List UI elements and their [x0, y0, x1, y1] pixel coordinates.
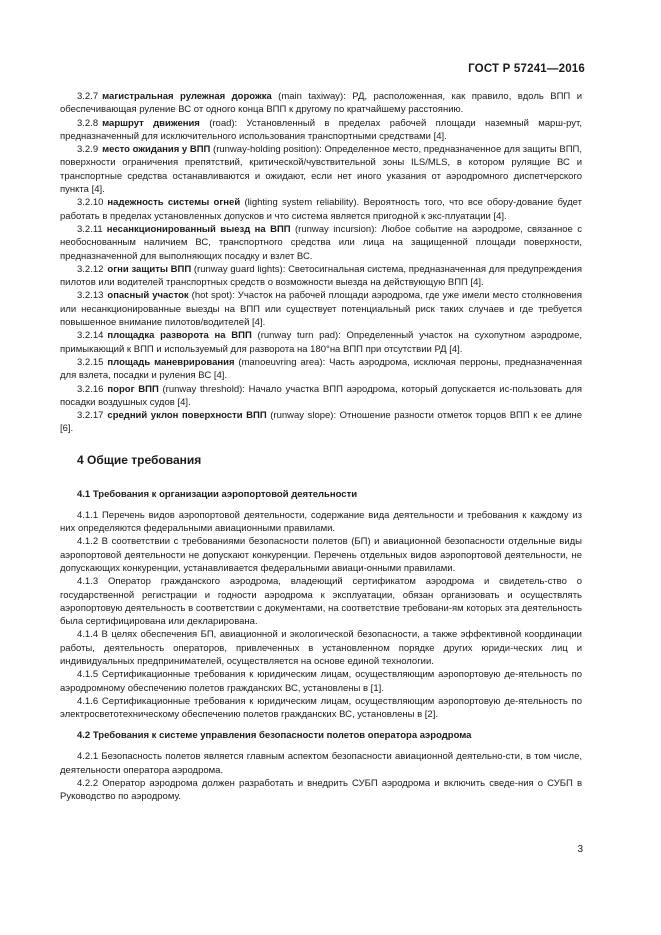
section-heading: 4 Общие требования — [77, 452, 202, 467]
paragraph-4-1-2: 4.1.2 В соответствии с требованиями безопасности полетов (БП) и авиационной безопасности отдельные виды аэропортовой деятельности не допускают конкуренции. Перечень отдельных видов аэропортовой деятельности, не допускающих конкуренции, устанавливается федеральными авиаци-онными правилами. — [60, 536, 582, 574]
subsection-4-1-heading: 4.1 Требования к организации аэропортовой деятельности — [77, 488, 358, 500]
document-id-header: ГОСТ Р 57241—2016 — [468, 63, 585, 75]
definition-3-2-10: 3.2.10 надежность системы огней (lighting system reliability). Вероятность того, что все обору-дование будет работать в пределах установленных допусков и что система является пригодной к экс-плуатации [4]. — [60, 197, 582, 222]
paragraph-4-1-1: 4.1.1 Перечень видов аэропортовой деятельности, содержание вида деятельности и требования к каждому из них определяются федеральными авиационными правилами. — [60, 509, 582, 535]
subsection-4-2-heading: 4.2 Требования к системе управления безопасности полетов оператора аэродрома — [77, 730, 472, 742]
paragraph-4-2-2: 4.2.2 Оператор аэродрома должен разработать и внедрить СУБП аэродрома и включить сведе-ния о СУБП в Руководство по аэродрому. — [60, 778, 582, 803]
definition-3-2-15: 3.2.15 площадь маневрирования (manoeuvring area): Часть аэродрома, исключая перроны, предназначенная для взлета, посадки и руления ВС [4]. — [60, 356, 582, 382]
definition-3-2-7: 3.2.7 магистральная рулежная дорожка (main taxiway): РД, расположенная, как правило, вдоль ВПП и обеспечивающая руление ВС от одного конца ВПП к другому по кратчайшему расстоянию. — [60, 91, 583, 116]
page-number: 3 — [577, 844, 583, 855]
definition-3-2-11: 3.2.11 несанкционированный выезд на ВПП (runway incursion): Любое событие на аэродроме, связанное с необоснованным наличием ВС, транспортного средства или лица на защищенной площади поверхности, предназначенной для выполняющих посадку и взлет ВС. — [60, 223, 582, 262]
definition-3-2-8: 3.2.8 маршрут движения (road): Установленный в пределах рабочей площади наземный марш-рут, предназначенный для исключительного использования транспортными средствами [4]. — [60, 117, 582, 142]
definition-3-2-13: 3.2.13 опасный участок (hot spot): Участок на рабочей площади аэродрома, где уже имели место столкновения или несанкционированные выезды на ВПП или существует потенциальный риск таких случаев и где требуется повышенное внимание пилотов/водителей [4]. — [60, 290, 582, 329]
definition-3-2-14: 3.2.14 площадка разворота на ВПП (runway turn pad): Определенный участок на сухопутном аэродроме, примыкающий к ВПП и используемый для разворота на 180°на ВПП при отсутствии РД [4]. — [60, 330, 582, 355]
paragraph-4-1-6: 4.1.6 Сертификационные требования к юридическим лицам, осуществляющим аэропортовую де-ятельность по электросветотехническому обеспечению полетов гражданских ВС, установлены в [2]. — [60, 695, 582, 721]
definition-3-2-9: 3.2.9 место ожидания у ВПП (runway-holding position): Определенное место, предназначенное для защиты ВПП, поверхности ограничения препятствий, критической/чувствительной зоны ILS/MLS, в котором рулящие ВС и транспортные средства останавливаются и ожидают, если нет иного указания от аэродромного диспетчерского пункта [4]. — [60, 144, 582, 196]
paragraph-4-1-5: 4.1.5 Сертификационные требования к юридическим лицам, осуществляющим аэропортовую де-ятельность по аэродромному обеспечению полетов гражданских ВС, установлены в [1]. — [60, 669, 582, 694]
paragraph-4-1-4: 4.1.4 В целях обеспечения БП, авиационной и экологической безопасности, а также эффективной координации работы, деятельность операторов, привлеченных в установленном порядке других юриди-ческих лиц и индивидуальных предпринимателей, осуществляется на основе единой технологии. — [60, 629, 582, 667]
definition-3-2-12: 3.2.12 огни защиты ВПП (runway guard lights): Светосигнальная система, предназначенная для предупреждения пилотов или водителей транспортных средств о возможности выезда на действующую ВПП [4]. — [60, 263, 582, 289]
definition-3-2-17: 3.2.17 средний уклон поверхности ВПП (runway slope): Отношение разности отметок торцов ВПП к ее длине [6]. — [60, 410, 582, 435]
definitions-list — [60, 90, 582, 436]
page-body — [60, 90, 582, 804]
paragraph-4-1-3: 4.1.3 Оператор гражданского аэродрома, владеющий сертификатом аэродрома и свидетель-ство о государственной регистрации и годности аэродрома к эксплуатации, обязан организовать и осуществлять аэропортовую деятельность в соответствии с документами, на соответствие требовани-ям которых эта деятельность была сертифицирована или декларирована. — [60, 576, 582, 628]
definition-3-2-16: 3.2.16 порог ВПП (runway threshold): Начало участка ВПП аэродрома, который допускается ис-пользовать для посадки воздушных судов [4]. — [60, 383, 583, 408]
paragraph-4-2-1: 4.2.1 Безопасность полетов является главным аспектом безопасности авиационной деятельно-сти, в том числе, деятельности оператора аэродрома. — [60, 751, 582, 776]
